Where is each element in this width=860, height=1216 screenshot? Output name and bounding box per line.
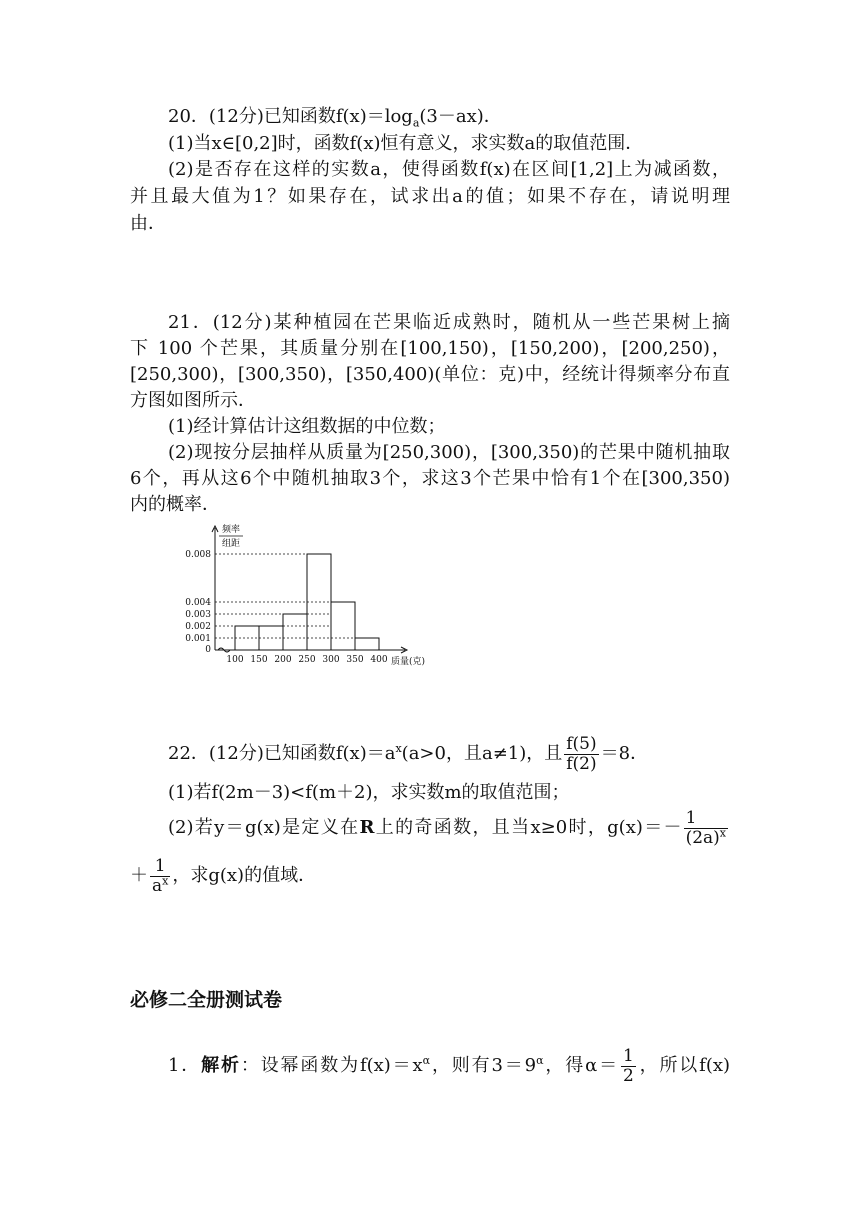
answer-1-line: 1．解析：设幂函数为$f(x)=x^\alpha$，则有$3=9^\alpha$，得α＝ $\frac{1}{2}$ ，所以f(x) <box>168 1045 731 1086</box>
x-tick-label: 250 <box>298 655 316 665</box>
q22-part2-line2: ＋ $\frac{1}{a^x}$ ，求g(x)的值域． <box>130 855 317 896</box>
fraction-one-half: $\frac{1}{2}$ <box>622 1045 634 1086</box>
y-tick-label: 0.008 <box>185 550 211 560</box>
q20-stem: 20．(12分)已知函数$f(x)=\log_a(3-ax)$． <box>168 106 502 130</box>
y-label-bottom: 组距 <box>221 539 241 549</box>
x-tick-label: 200 <box>274 655 292 665</box>
x-tick-label: 100 <box>226 655 244 665</box>
q21-part2-line3: 内的概率． <box>130 494 220 515</box>
y-tick-label: 0.004 <box>185 598 211 608</box>
q21-part1: (1)经计算估计这组数据的中位数； <box>168 416 446 437</box>
y-tick-label: 0.001 <box>185 634 211 644</box>
y-tick-label: 0.003 <box>185 610 211 620</box>
q21-stem-line3: [250,300)，[300,350)，[350,400)(单位：克)中，经统计得频率分布直 <box>130 364 730 385</box>
y-tick-label: 0 <box>205 645 211 655</box>
x-tick-label: 350 <box>346 655 364 665</box>
q21-stem-line4: 方图如图所示． <box>130 390 256 411</box>
q20-part2-line3: 由． <box>130 213 166 234</box>
x-tick-label: 300 <box>322 655 340 665</box>
q20-part1: (1)当x∈[0,2]时，函数f(x)恒有意义，求实数a的取值范围． <box>168 133 644 154</box>
histogram-bar <box>355 638 379 650</box>
q21-stem-line2: 下 100 个芒果，其质量分别在[100,150)，[150,200)，[200,250)， <box>130 338 730 359</box>
x-tick-label: 150 <box>250 655 268 665</box>
x-axis-label: 质量(克) <box>391 657 426 667</box>
frequency-histogram <box>175 522 455 672</box>
section-title: 必修二全册测试卷 <box>130 989 283 1011</box>
q22-part1: (1)若f(2m－3)<f(m＋2)，求实数m的取值范围； <box>168 782 570 803</box>
fraction-one-over-a-x: $\frac{1}{a^x}$ <box>152 855 169 896</box>
q22-stem: 22．(12分)已知函数$f(x)=a^x(a>0$，且a≠1)，且 $\frac{f(5)}{f(2)}$ ＝8． <box>168 733 649 774</box>
histogram-bar <box>283 614 307 650</box>
q20-part2-line2: 并且最大值为1？如果存在，试求出a的值；如果不存在，请说明理 <box>130 186 730 207</box>
q22-part2-line1: (2)若y＝g(x)是定义在R上的奇函数，且当x≥0时，g(x)＝－ $\frac{1}{(2a)^x}$ <box>168 807 726 848</box>
fraction-one-over-2a-x: $\frac{1}{(2a)^x}$ <box>685 807 726 848</box>
y-label-top: 频率 <box>221 525 241 535</box>
q21-stem-line1: 21．(12分)某种植园在芒果临近成熟时，随机从一些芒果树上摘 <box>168 312 730 333</box>
x-tick-label: 400 <box>370 655 388 665</box>
y-tick-label: 0.002 <box>185 622 211 632</box>
q21-part2-line1: (2)现按分层抽样从质量为[250,300)，[300,350)的芒果中随机抽取 <box>168 442 730 463</box>
histogram-bar <box>331 602 355 650</box>
fraction-f5-over-f2: $\frac{f(5)}{f(2)}$ <box>566 733 597 774</box>
q21-part2-line2: 6个，再从这6个中随机抽取3个，求这3个芒果中恰有1个在[300,350) <box>130 468 730 489</box>
q20-part2-line1: (2)是否存在这样的实数a，使得函数f(x)在区间[1,2]上为减函数， <box>168 159 730 180</box>
